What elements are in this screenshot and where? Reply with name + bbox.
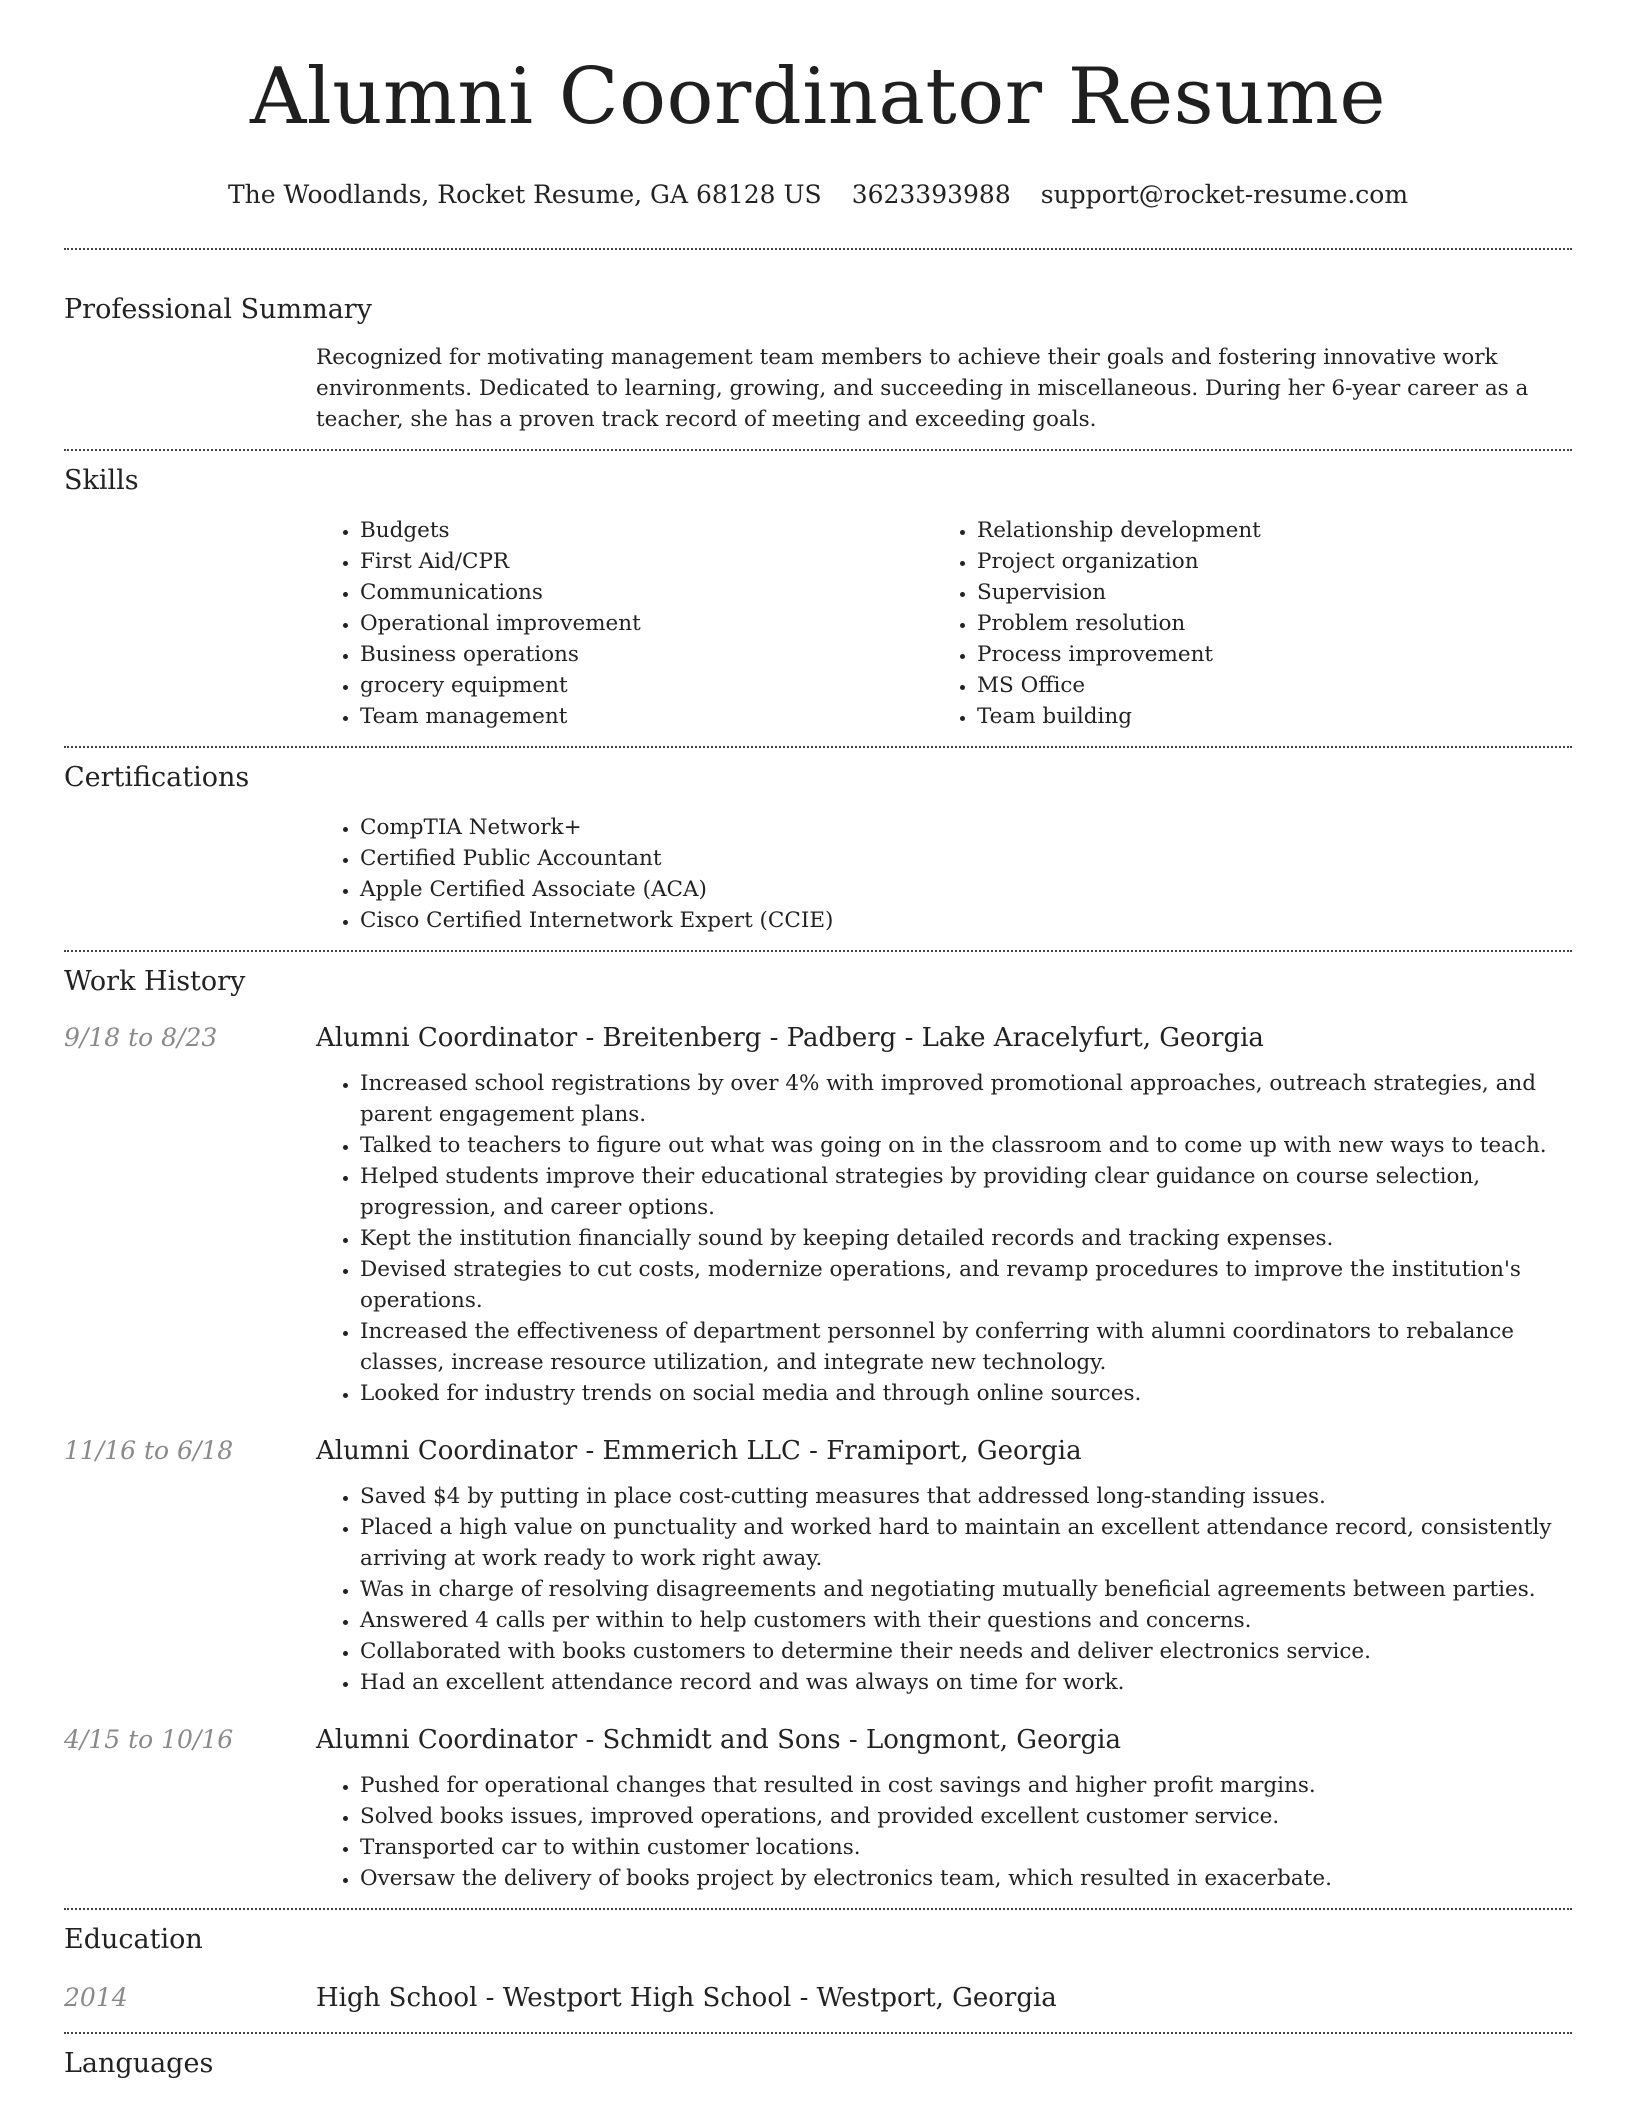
certifications-list (316, 812, 1572, 936)
job-title: Alumni Coordinator - Emmerich LLC - Framiport, Georgia (316, 1436, 1082, 1466)
divider (64, 1908, 1572, 1910)
certification-item: • Cisco Certified Internetwork Expert (CCIE) (360, 905, 1572, 936)
job-dates: 9/18 to 8/23 (64, 1023, 218, 1052)
skill-item: • Supervision (977, 577, 1550, 608)
job-bullet: • Was in charge of resolving disagreements and negotiating mutually beneficial agreements between parties. (360, 1574, 1572, 1605)
skill-item: • Problem resolution (977, 608, 1550, 639)
skills-list (316, 515, 1572, 732)
skill-item: • grocery equipment (360, 670, 933, 701)
certification-item: • CompTIA Network+ (360, 812, 1572, 843)
certifications-heading: Certifications (64, 762, 250, 793)
job-bullet: • Transported car to within customer locations. (360, 1832, 1572, 1863)
job-bullet: • Placed a high value on punctuality and worked hard to maintain an excellent attendance record, consistently arriving at work ready to work right away. (360, 1512, 1572, 1574)
skill-item: • Business operations (360, 639, 933, 670)
job-bullet: • Saved $4 by putting in place cost-cutting measures that addressed long-standing issues. (360, 1481, 1572, 1512)
page-title: Alumni Coordinator Resume (249, 52, 1387, 142)
summary-heading: Professional Summary (64, 294, 372, 325)
certification-item: • Certified Public Accountant (360, 843, 1572, 874)
skill-item: • First Aid/CPR (360, 546, 933, 577)
job-title: Alumni Coordinator - Breitenberg - Padberg - Lake Aracelyfurt, Georgia (316, 1023, 1264, 1053)
job-bullets (316, 1481, 1572, 1698)
skill-item: • MS Office (977, 670, 1550, 701)
job-bullet: • Increased school registrations by over 4% with improved promotional approaches, outreach strategies, and parent engagement plans. (360, 1068, 1572, 1130)
skill-item: • Team building (977, 701, 1550, 732)
job-bullet: • Oversaw the delivery of books project by electronics team, which resulted in exacerbate. (360, 1863, 1572, 1894)
job-bullet: • Had an excellent attendance record and was always on time for work. (360, 1667, 1572, 1698)
resume-page (64, 0, 1572, 2084)
job-bullet: • Collaborated with books customers to determine their needs and deliver electronics service. (360, 1636, 1572, 1667)
skills-heading: Skills (64, 465, 139, 496)
education-heading: Education (64, 1924, 203, 1955)
contact-address: The Woodlands, Rocket Resume, GA 68128 US (227, 180, 822, 209)
job-dates: 4/15 to 10/16 (64, 1725, 234, 1754)
job-bullet: • Increased the effectiveness of department personnel by conferring with alumni coordinators to rebalance classes, increase resource utilization, and integrate new technology. (360, 1316, 1572, 1378)
divider (64, 248, 1572, 250)
divider (64, 746, 1572, 748)
summary-text: Recognized for motivating management team members to achieve their goals and fostering innovative work environments. Dedicated to learning, growing, and succeeding in miscellaneous. During her 6-year career as a teacher, she has a proven track record of meeting and exceeding goals. (316, 345, 1529, 432)
contact-line (64, 178, 1572, 212)
skill-item: • Process improvement (977, 639, 1550, 670)
certification-item: • Apple Certified Associate (ACA) (360, 874, 1572, 905)
education-year: 2014 (64, 1983, 128, 2012)
divider (64, 950, 1572, 952)
job-bullet: • Helped students improve their educational strategies by providing clear guidance on course selection, progression, and career options. (360, 1161, 1572, 1223)
skill-item: • Project organization (977, 546, 1550, 577)
job-bullet: • Devised strategies to cut costs, modernize operations, and revamp procedures to improve the institution's operations. (360, 1254, 1572, 1316)
skill-item: • Operational improvement (360, 608, 933, 639)
job-header (64, 1018, 1572, 1058)
job-dates: 11/16 to 6/18 (64, 1436, 234, 1465)
job-header (64, 1431, 1572, 1471)
skills-right-column (933, 515, 1550, 732)
skill-item: • Relationship development (977, 515, 1550, 546)
education-title: High School - Westport High School - Westport, Georgia (316, 1983, 1057, 2013)
skill-item: • Budgets (360, 515, 933, 546)
skills-left-column (316, 515, 933, 732)
languages-heading: Languages (64, 2048, 214, 2079)
job-title: Alumni Coordinator - Schmidt and Sons - Longmont, Georgia (316, 1725, 1121, 1755)
contact-phone: 3623393988 (851, 180, 1011, 209)
skill-item: • Team management (360, 701, 933, 732)
job-bullets (316, 1068, 1572, 1409)
job-bullet: • Talked to teachers to figure out what was going on in the classroom and to come up with new ways to teach. (360, 1130, 1572, 1161)
education-entry (64, 1978, 1572, 2018)
divider (64, 2032, 1572, 2034)
job-header (64, 1720, 1572, 1760)
job-bullets (316, 1770, 1572, 1894)
job-bullet: • Kept the institution financially sound by keeping detailed records and tracking expenses. (360, 1223, 1572, 1254)
contact-email: support@rocket-resume.com (1040, 180, 1409, 209)
job-bullet: • Answered 4 calls per within to help customers with their questions and concerns. (360, 1605, 1572, 1636)
job-bullet: • Pushed for operational changes that resulted in cost savings and higher profit margins. (360, 1770, 1572, 1801)
divider (64, 449, 1572, 451)
job-bullet: • Solved books issues, improved operations, and provided excellent customer service. (360, 1801, 1572, 1832)
job-bullet: • Looked for industry trends on social media and through online sources. (360, 1378, 1572, 1409)
skill-item: • Communications (360, 577, 933, 608)
work-history-heading: Work History (64, 966, 246, 997)
